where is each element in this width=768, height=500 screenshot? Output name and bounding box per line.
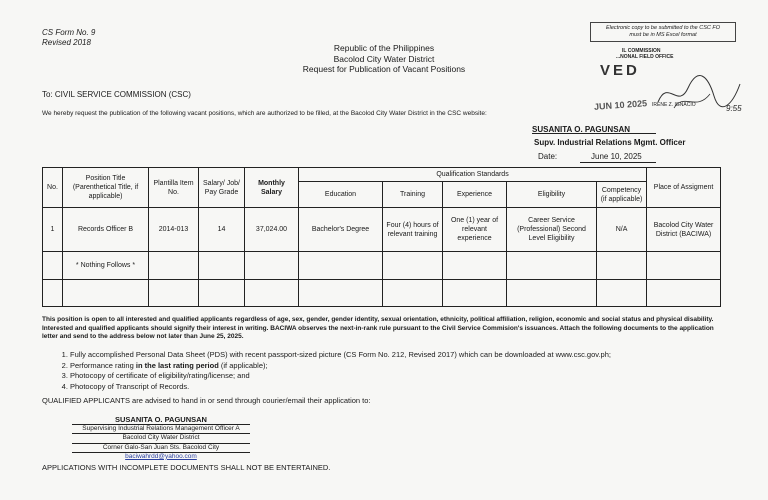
header-agency: Bacolod City Water District [333, 53, 435, 64]
cell-position: Records Officer B [63, 208, 149, 252]
eligibility-paragraph: This position is open to all interested and qualified applicants regardless of age, sex, gender, gender identity, sexual orientation, ethnicity, political affiliation, religion, economic and social status and physical disability. Interested and qualified applicants should signify their interest in writing. BACIWA observes the next-in-rank rule pursuant to the Civil Service Commision's issuances. Attach the following documents to the application letter and send to the address below not later than June 25, 2025. [42, 316, 714, 340]
vacancy-table [42, 167, 721, 307]
received-stamp [594, 48, 762, 134]
qualified-applicants-text: QUALIFIED APPLICANTS are advised to hand in or send through courier/email their application to: [42, 396, 371, 405]
cell-training: Four (4) hours of relevant training [383, 208, 443, 252]
date-value: June 10, 2025 [591, 152, 642, 161]
cell-eligibility: Career Service (Professional) Second Level Eligibility [507, 208, 597, 252]
nothing-follows: * Nothing Follows * [63, 252, 149, 280]
cell-no: 1 [43, 208, 63, 252]
electronic-note-line1: Electronic copy to be submitted to the CSC FO [605, 25, 721, 31]
signatory-title: Supv. Industrial Relations Mgmt. Officer [534, 138, 686, 147]
cell-experience: One (1) year of relevant experience [443, 208, 507, 252]
electronic-copy-note [590, 22, 736, 42]
stamp-line1: IL COMMISSION [622, 48, 661, 54]
requirement-2c: (if applicable); [218, 360, 268, 370]
requirements-list [58, 350, 611, 392]
header-pay-grade: Salary/ Job/ Pay Grade [199, 168, 245, 208]
date-underline [580, 162, 656, 163]
cell-salary: 37,024.00 [245, 208, 299, 252]
address-street: Corner Galo-San Juan Sts. Bacolod City [72, 444, 250, 453]
header-qualification-standards: Qualification Standards [299, 168, 647, 182]
electronic-note-line2: must be in MS Excel format [629, 32, 697, 38]
header-position: Position Title (Parenthetical Title, if applicable) [63, 168, 149, 208]
header-experience: Experience [443, 182, 507, 208]
cell-competency: N/A [597, 208, 647, 252]
header-plantilla-item: Plantilla Item No. [149, 168, 199, 208]
cell-education: Bachelor's Degree [299, 208, 383, 252]
header-monthly-salary: Monthly Salary [245, 168, 299, 208]
form-number-label: CS Form No. 9 [42, 28, 96, 37]
stamp-line2: ...NONAL FIELD OFFICE [616, 54, 674, 60]
signature-line [532, 133, 656, 134]
header-training: Training [383, 182, 443, 208]
cell-grade: 14 [199, 208, 245, 252]
list-item: 3. Photocopy of certificate of eligibility/rating/license; and [70, 371, 611, 382]
header-education: Education [299, 182, 383, 208]
address-name: SUSANITA O. PAGUNSAN [72, 416, 250, 425]
incomplete-notice: APPLICATIONS WITH INCOMPLETE DOCUMENTS SHALL NOT BE ENTERTAINED. [42, 463, 331, 472]
header-competency: Competency (if applicable) [597, 182, 647, 208]
stamp-time: 9:55 [726, 104, 742, 113]
cell-place: Bacolod City Water District (BACIWA) [647, 208, 721, 252]
stamp-received: VED [600, 62, 640, 79]
address-email-link[interactable]: baciwahrdd@yahoo.com [125, 452, 197, 460]
requirement-2b: in the last rating period [135, 360, 219, 370]
table-row [43, 208, 721, 252]
header-title: Request for Publication of Vacant Positions [302, 64, 466, 74]
cell-item: 2014-013 [149, 208, 199, 252]
list-item: 4. Photocopy of Transcript of Records. [70, 382, 611, 393]
list-item [70, 361, 611, 372]
addressee-line: To: CIVIL SERVICE COMMISSION (CSC) [42, 90, 191, 99]
table-row [43, 280, 721, 307]
requirement-2a: Performance rating [70, 360, 136, 370]
address-org: Bacolod City Water District [72, 434, 250, 443]
header-no: No. [43, 168, 63, 208]
header-republic: Republic of the Philippines [333, 43, 435, 53]
form-revised-label: Revised 2018 [42, 38, 91, 47]
request-text: We hereby request the publication of the following vacant positions, which are authorized to be filled, at the Bacolod City Water District in the CSC website: [42, 110, 487, 117]
mailing-address [72, 416, 250, 461]
list-item: 1. Fully accomplished Personal Data Sheet (PDS) with recent passport-sized picture (CS Form No. 212, Revised 2017) which can be downloaded at www.csc.gov.ph; [70, 350, 611, 361]
address-title: Supervising Industrial Relations Management Officer A [72, 425, 250, 434]
header-eligibility: Eligibility [507, 182, 597, 208]
date-label: Date: [538, 152, 558, 161]
signatory-name: SUSANITA O. PAGUNSAN [532, 125, 631, 134]
stamp-date: JUN 10 2025 [593, 98, 648, 112]
header-place: Place of Assigment [647, 168, 721, 208]
stamp-received-by: IRENE Z. IGNACIO [652, 102, 696, 108]
table-row [43, 252, 721, 280]
signature-scribble-icon [654, 72, 744, 112]
